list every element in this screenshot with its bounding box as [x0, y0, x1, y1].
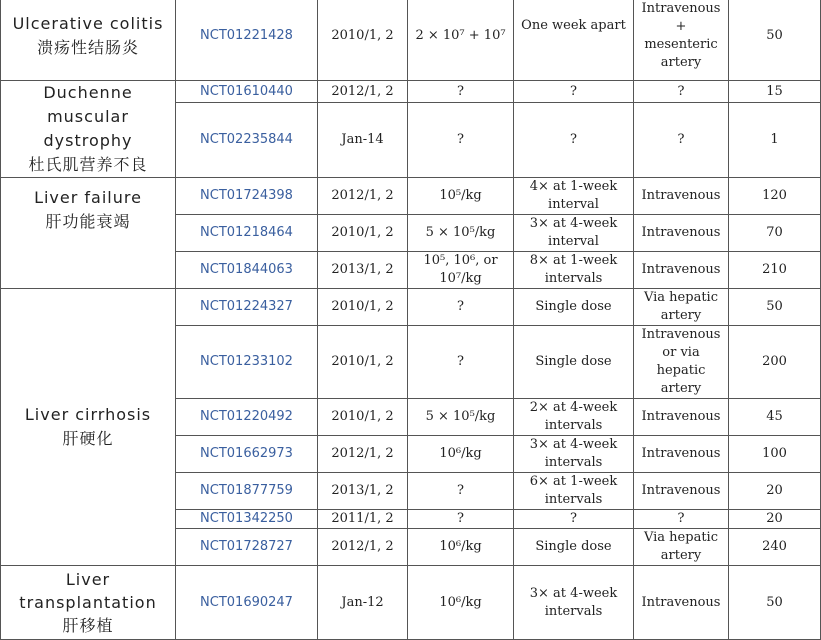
disease-name-en: Liver failure	[34, 188, 142, 207]
frequency: 8× at 1-week intervals	[514, 252, 634, 289]
start-date: 2012/1, 2	[318, 436, 408, 473]
disease-name-cn: 杜氏肌营养不良	[28, 155, 148, 174]
sample-size: 20	[729, 473, 821, 510]
route: Intravenous + mesenteric artery	[634, 0, 729, 81]
nct-id: NCT01724398	[176, 178, 318, 215]
start-date: 2010/1, 2	[318, 0, 408, 81]
disease-name-en: Ulcerative colitis	[12, 13, 164, 33]
table-row	[1, 0, 821, 81]
start-date: 2010/1, 2	[318, 399, 408, 436]
disease-name-cn: 肝功能衰竭	[45, 212, 131, 231]
sample-size: 100	[729, 436, 821, 473]
frequency: Single dose	[514, 289, 634, 326]
nct-id: NCT01218464	[176, 215, 318, 252]
nct-id: NCT01662973	[176, 436, 318, 473]
start-date: 2013/1, 2	[318, 252, 408, 289]
frequency: ?	[514, 103, 634, 178]
frequency	[514, 0, 634, 81]
dose: 10⁶/kg	[408, 529, 514, 566]
sample-size: 240	[729, 529, 821, 566]
nct-id: NCT01690247	[176, 566, 318, 640]
start-date: 2011/1, 2	[318, 510, 408, 529]
frequency: 3× at 4-week interval	[514, 215, 634, 252]
frequency: 3× at 4-week intervals	[514, 436, 634, 473]
nct-id: NCT01220492	[176, 399, 318, 436]
route: Intravenous or via hepatic artery	[634, 326, 729, 399]
disease-cell	[1, 566, 176, 640]
frequency: 4× at 1-week interval	[514, 178, 634, 215]
start-date: 2010/1, 2	[318, 326, 408, 399]
start-date: 2012/1, 2	[318, 178, 408, 215]
start-date: 2012/1, 2	[318, 81, 408, 103]
disease-name-en: Liver transplantation	[19, 570, 157, 612]
route: Via hepatic artery	[634, 529, 729, 566]
route: ?	[634, 81, 729, 103]
dose: 2 × 10⁷ + 10⁷	[408, 0, 514, 81]
start-date: 2010/1, 2	[318, 215, 408, 252]
nct-id: NCT01728727	[176, 529, 318, 566]
dose: 10⁶/kg	[408, 566, 514, 640]
frequency: 3× at 4-week intervals	[514, 566, 634, 640]
sample-size: 200	[729, 326, 821, 399]
sample-size: 50	[729, 566, 821, 640]
disease-name-cn: 肝硬化	[62, 429, 114, 448]
sample-size: 20	[729, 510, 821, 529]
sample-size: 120	[729, 178, 821, 215]
dose: ?	[408, 103, 514, 178]
dose: ?	[408, 289, 514, 326]
start-date: 2012/1, 2	[318, 529, 408, 566]
sample-size: 70	[729, 215, 821, 252]
dose: ?	[408, 326, 514, 399]
disease-name-cn: 肝移植	[62, 616, 114, 635]
nct-id: NCT01342250	[176, 510, 318, 529]
nct-id: NCT02235844	[176, 103, 318, 178]
route: Intravenous	[634, 252, 729, 289]
route: ?	[634, 510, 729, 529]
disease-name-cn: 溃疡性结肠炎	[36, 37, 139, 57]
disease-cell	[1, 0, 176, 81]
route: Via hepatic artery	[634, 289, 729, 326]
disease-name-en: Duchenne muscular dystrophy	[43, 83, 133, 150]
route: Intravenous	[634, 566, 729, 640]
disease-cell	[1, 81, 176, 178]
route: Intravenous	[634, 215, 729, 252]
nct-id: NCT01877759	[176, 473, 318, 510]
nct-id: NCT01224327	[176, 289, 318, 326]
frequency: ?	[514, 81, 634, 103]
frequency: 6× at 1-week intervals	[514, 473, 634, 510]
table-row	[1, 178, 821, 215]
disease-cell	[1, 289, 176, 566]
dose: 10⁶/kg	[408, 436, 514, 473]
disease-cell	[1, 178, 176, 289]
frequency: 2× at 4-week intervals	[514, 399, 634, 436]
dose: 10⁵, 10⁶, or 10⁷/kg	[408, 252, 514, 289]
route: Intravenous	[634, 399, 729, 436]
start-date: 2010/1, 2	[318, 289, 408, 326]
frequency: Single dose	[514, 326, 634, 399]
sample-size: 50	[729, 289, 821, 326]
nct-id: NCT01221428	[176, 0, 318, 81]
route: ?	[634, 103, 729, 178]
route: Intravenous	[634, 178, 729, 215]
cutoff-text	[517, 0, 630, 1]
dose: 5 × 10⁵/kg	[408, 399, 514, 436]
frequency: ?	[514, 510, 634, 529]
start-date: Jan-12	[318, 566, 408, 640]
table-row	[1, 289, 821, 326]
sample-size: 210	[729, 252, 821, 289]
dose: 5 × 10⁵/kg	[408, 215, 514, 252]
nct-id: NCT01610440	[176, 81, 318, 103]
sample-size: 45	[729, 399, 821, 436]
frequency: Single dose	[514, 529, 634, 566]
sample-size: 1	[729, 103, 821, 178]
table-row	[1, 566, 821, 640]
route: Intravenous	[634, 473, 729, 510]
dose: ?	[408, 473, 514, 510]
start-date: Jan-14	[318, 103, 408, 178]
table-row	[1, 81, 821, 103]
dose: ?	[408, 81, 514, 103]
nct-id: NCT01844063	[176, 252, 318, 289]
sample-size: 15	[729, 81, 821, 103]
frequency-text: One week apart	[521, 18, 626, 33]
dose: ?	[408, 510, 514, 529]
start-date: 2013/1, 2	[318, 473, 408, 510]
disease-name-en: Liver cirrhosis	[24, 405, 152, 424]
nct-id: NCT01233102	[176, 326, 318, 399]
route: Intravenous	[634, 436, 729, 473]
dose: 10⁵/kg	[408, 178, 514, 215]
sample-size: 50	[729, 0, 821, 81]
